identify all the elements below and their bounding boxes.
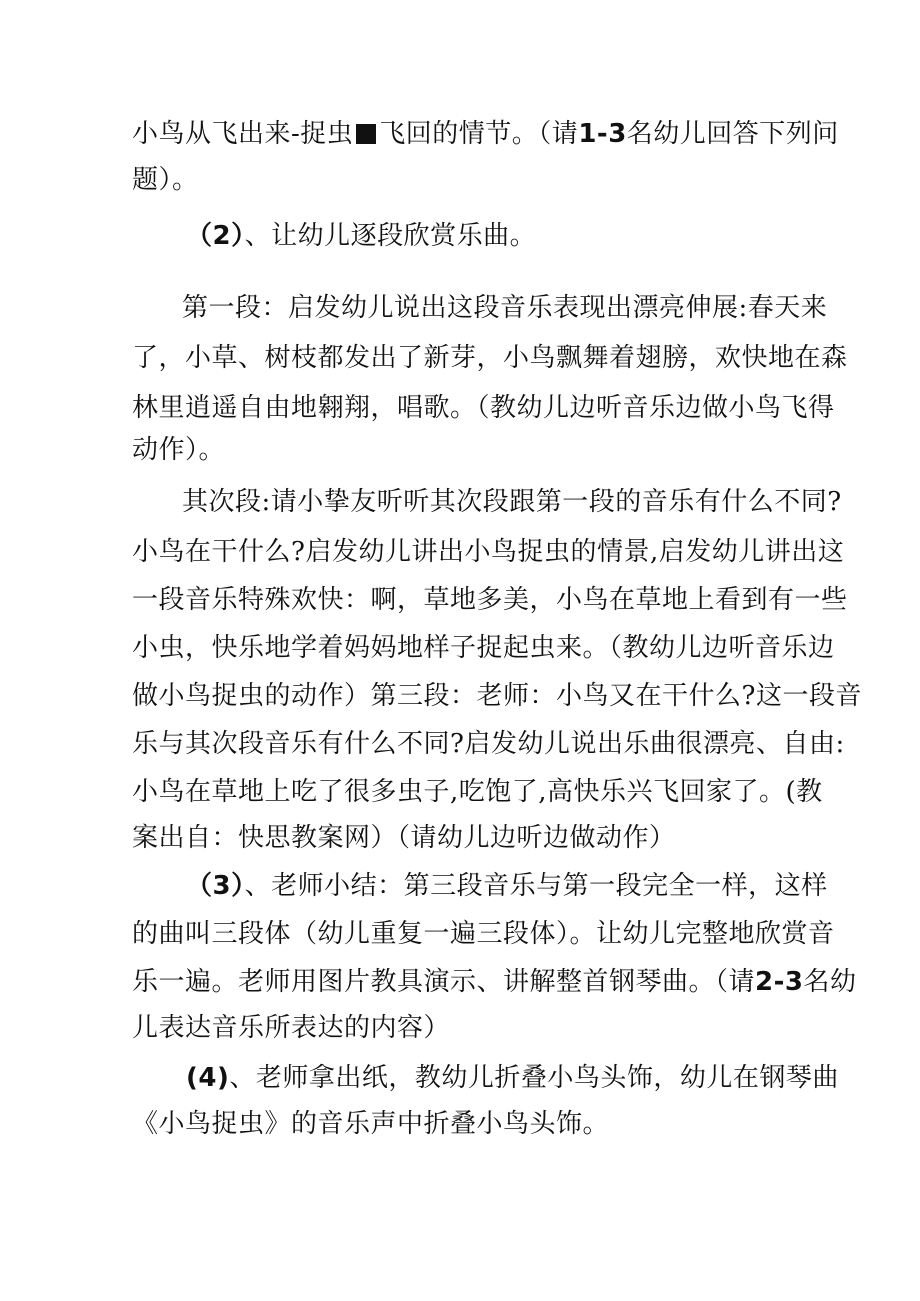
text-span: 、老师拿出纸，教幼儿折叠小鸟头饰，幼儿在钢琴曲 (229, 1063, 839, 1093)
paragraph-3-line-3: 林里逍遥自由地翱翔，唱歌。（教幼儿边听音乐边做小鸟飞得 (132, 393, 835, 423)
text-span: 、让幼儿逐段欣赏乐曲。 (244, 221, 537, 251)
bold-range: 1-3 (578, 119, 627, 149)
paragraph-4-line-6: 乐与其次段音乐有什么不同?启发幼儿说出乐曲很漂亮、自由: (132, 729, 845, 759)
paragraph-4-line-2: 小鸟在干什么?启发幼儿讲出小鸟捉虫的情景,启发幼儿讲出这 (132, 537, 845, 567)
paragraph-3-line-1: 第一段：启发幼儿说出这段音乐表现出漂亮伸展:春天来 (182, 293, 828, 323)
paragraph-2 (186, 216, 866, 256)
paragraph-5-line-2: 的曲叫三段体（幼儿重复一遍三段体）。让幼儿完整地欣赏音 (132, 919, 835, 949)
paragraph-6-line-1 (186, 1058, 866, 1098)
text-span: 名幼 (803, 967, 857, 997)
text-span: 飞回的情节。（请 (379, 119, 579, 149)
paragraph-4-line-3: 一段音乐特殊欢快：啊，草地多美，小鸟在草地上看到有一些 (132, 585, 848, 615)
paragraph-4-line-8: 案出自：快思教案网）（请幼儿边听边做动作） (132, 823, 676, 853)
text-span: 名幼儿回答下列问 (626, 119, 839, 149)
black-square-icon (356, 124, 376, 144)
bold-range: 2-3 (755, 967, 804, 997)
paragraph-4-line-1: 其次段:请小挚友听听其次段跟第一段的音乐有什么不同? (182, 487, 842, 517)
paragraph-3-line-2: 了，小草、树枝都发出了新芽，小鸟飘舞着翅膀，欢快地在森 (132, 343, 848, 373)
paragraph-5-line-4: 儿表达音乐所表达的内容） (132, 1013, 451, 1043)
text-span: 、老师小结：第三段音乐与第一段完全一样，这样 (244, 871, 828, 901)
text-span: 小鸟从飞出来-捉虫 (132, 119, 354, 149)
paragraph-5-line-1 (186, 866, 866, 906)
paragraph-3-line-4: 动作）。 (132, 435, 226, 465)
item-number: （3） (186, 871, 245, 901)
paragraph-5-line-3 (132, 962, 857, 1002)
item-number: (4) (186, 1063, 230, 1093)
paragraph-4-line-7: 小鸟在草地上吃了很多虫子,吃饱了,高快乐兴飞回家了。(教 (132, 777, 823, 807)
paragraph-1-line-1 (132, 114, 839, 154)
paragraph-4-line-4: 小虫，快乐地学着妈妈地样子捉起虫来。（教幼儿边听音乐边 (132, 633, 835, 663)
item-number: （2） (186, 221, 245, 251)
text-span: 乐一遍。老师用图片教具演示、讲解整首钢琴曲。（请 (132, 967, 756, 997)
paragraph-1-line-2: 题）。 (132, 165, 199, 195)
paragraph-6-line-2: 《小鸟捉虫》的音乐声中折叠小鸟头饰。 (132, 1109, 610, 1139)
paragraph-4-line-5: 做小鸟捉虫的动作）第三段：老师：小鸟又在干什么?这一段音 (132, 681, 862, 711)
